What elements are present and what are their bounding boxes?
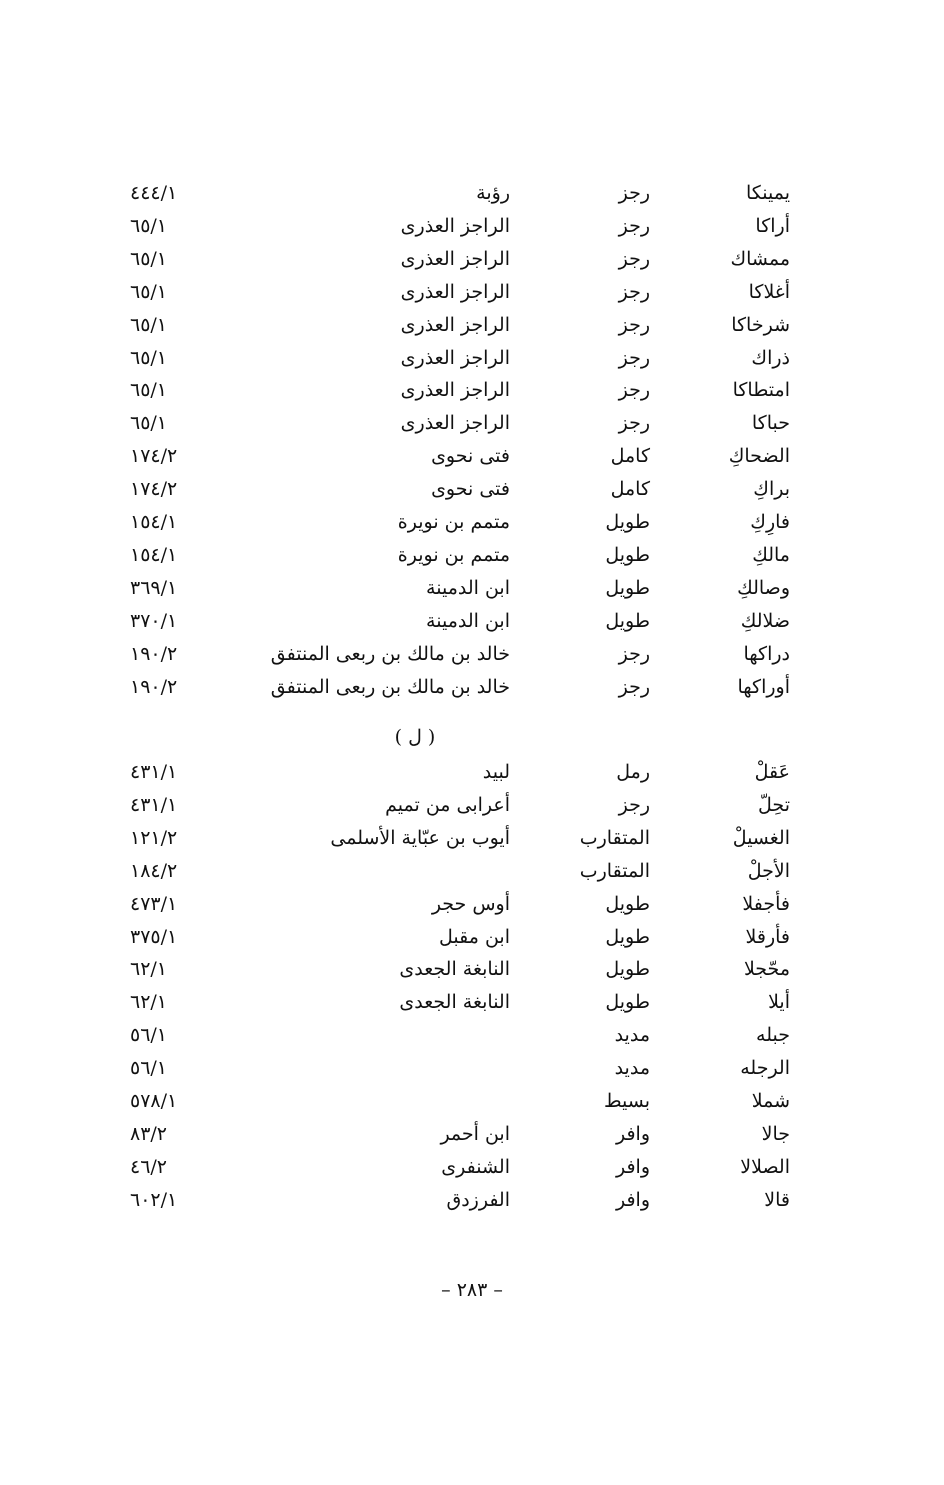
rhyme-word: جالا [761,1122,790,1145]
meter-name: طويل [605,991,650,1014]
poet-name: متمم بن نويرة [397,543,510,566]
meter-name: المتقارب [579,826,650,849]
table-row [130,1152,790,1182]
poet-name: الفرزدق [446,1188,510,1211]
rhyme-word: أراكا [755,214,790,237]
page-number: – ٢٨٣ – [441,1279,503,1301]
table-row [130,178,790,208]
meter-name: وافر [615,1122,650,1145]
table-row [130,1020,790,1050]
meter-name: رمل [616,761,650,783]
volume-page-ref: ٣٧٠/١ [130,609,178,632]
poet-name: أعرابى من تميم [385,793,510,816]
volume-page-ref: ١٥٤/١ [130,511,178,533]
table-row [130,922,790,952]
poet-name: النابغة الجعدى [399,991,510,1014]
table-row [130,507,790,537]
table-row [130,244,790,274]
rhyme-word: الضحاكِ [728,445,790,468]
rhyme-word: حباكا [751,412,790,435]
table-row [130,987,790,1017]
poet-name: ابن الدمينة [426,576,510,599]
volume-page-ref: ٦٥/١ [130,247,168,270]
meter-name: بسيط [603,1090,650,1112]
volume-page-ref: ٥٧٨/١ [130,1090,178,1112]
rhyme-word: فأجفلا [742,892,790,915]
table-row [130,573,790,603]
volume-page-ref: ١٢١/٢ [130,826,178,849]
meter-name: رجز [618,280,650,303]
meter-name: طويل [605,609,650,632]
table-row [130,672,790,702]
volume-page-ref: ١٨٤/٢ [130,859,178,882]
volume-page-ref: ٦٠٢/١ [130,1188,178,1211]
volume-page-ref: ٤٣١/١ [130,761,178,783]
table-row [130,757,790,787]
rhyme-word: قالا [764,1188,790,1211]
rhyme-word: أوراكها [737,675,790,698]
rhyme-word: شملا [751,1090,790,1112]
poet-name: ابن الدمينة [426,609,510,632]
rhyme-word: ذراك [751,346,790,369]
meter-name: رجز [618,675,650,698]
poet-name: متمم بن نويرة [397,511,510,533]
section-heading-lam: ( ل ) [394,726,436,748]
table-row [130,889,790,919]
volume-page-ref: ٦٥/١ [130,214,168,237]
volume-page-ref: ٦٥/١ [130,280,168,303]
rhyme-word: أيلا [768,991,790,1014]
table-row [130,639,790,669]
meter-name: رجز [618,793,650,816]
rhyme-word: ضلالكِ [740,609,790,632]
meter-name: رجز [618,247,650,270]
poet-name: الراجز العذرى [400,313,510,336]
poet-name: أوس حجر [431,892,510,915]
volume-page-ref: ١٧٤/٢ [130,445,178,468]
table-row [130,310,790,340]
poet-name: النابغة الجعدى [399,958,510,981]
rhyme-word: الغسيلْ [732,826,790,849]
table-row [130,1053,790,1083]
volume-page-ref: ٦٥/١ [130,412,168,435]
rhyme-word: تحِلّ [758,793,790,816]
rhyme-word: جبله [756,1024,790,1047]
poet-name: الشنفرى [441,1155,510,1178]
volume-page-ref: ٤٦/٢ [130,1155,168,1178]
volume-page-ref: ٨٣/٢ [130,1122,168,1145]
table-row [130,1119,790,1149]
rhyme-word: ممشاك [730,247,790,270]
meter-name: رجز [618,346,650,369]
poet-name: الراجز العذرى [400,247,510,270]
meter-name: رجز [618,379,650,402]
meter-name: رجز [618,412,650,435]
rhyme-word: محّجلا [743,958,790,981]
rhyme-word: مالكِ [752,543,790,566]
meter-name: رجز [618,214,650,237]
volume-page-ref: ٦٥/١ [130,379,168,402]
table-row [130,540,790,570]
meter-name: وافر [615,1188,650,1211]
rhyme-word: يمينكا [745,182,790,204]
volume-page-ref: ٦٢/١ [130,958,168,981]
poet-name: ابن أحمر [440,1122,510,1145]
poet-name: الراجز العذرى [400,412,510,435]
poet-name: الراجز العذرى [400,379,510,402]
meter-name: طويل [605,543,650,566]
meter-name: كامل [610,445,650,468]
meter-name: طويل [605,892,650,915]
volume-page-ref: ١٩٠/٢ [130,642,178,665]
table-row [130,474,790,504]
table-row [130,856,790,886]
meter-name: مديد [614,1024,650,1047]
poet-name: لبيد [482,761,510,783]
meter-name: كامل [610,478,650,501]
rhyme-word: امتطاكا [732,379,790,402]
meter-name: طويل [605,925,650,948]
rhyme-word: براكِ [753,478,790,501]
meter-name: طويل [605,958,650,981]
table-row [130,954,790,984]
meter-name: وافر [615,1155,650,1178]
meter-name: رجز [618,182,650,204]
volume-page-ref: ١٥٤/١ [130,543,178,566]
meter-name: رجز [618,313,650,336]
poet-name: ابن مقبل [439,925,510,948]
volume-page-ref: ٦٥/١ [130,313,168,336]
poet-name: فتى نحوى [431,445,510,468]
table-row [130,277,790,307]
table-row [130,823,790,853]
meter-name: مديد [614,1057,650,1080]
rhyme-word: الأجلْ [747,859,790,882]
volume-page-ref: ٦٥/١ [130,346,168,369]
rhyme-word: الرجله [740,1057,790,1080]
table-row [130,1185,790,1215]
poet-name: خالد بن مالك بن ربعى المنتفق [270,642,510,665]
poet-name: الراجز العذرى [400,346,510,369]
volume-page-ref: ٤٤٤/١ [130,182,178,204]
rhyme-word: فارِكِ [750,511,790,533]
poet-name: الراجز العذرى [400,214,510,237]
meter-name: المتقارب [579,859,650,882]
poet-name: الراجز العذرى [400,280,510,303]
volume-page-ref: ١٧٤/٢ [130,478,178,501]
meter-name: طويل [605,576,650,599]
table-row [130,1086,790,1116]
table-row [130,606,790,636]
rhyme-word: الصلالا [740,1155,790,1178]
volume-page-ref: ٣٧٥/١ [130,925,178,948]
rhyme-word: عَقلْ [754,761,790,783]
meter-name: رجز [618,642,650,665]
volume-page-ref: ١٩٠/٢ [130,675,178,698]
poet-name: خالد بن مالك بن ربعى المنتفق [270,675,510,698]
rhyme-word: أغلاكا [748,280,790,303]
poet-name: رؤبة [476,182,510,204]
table-row [130,790,790,820]
poet-name: أيوب بن عبّاية الأسلمى [330,826,510,849]
volume-page-ref: ٤٧٣/١ [130,892,178,915]
volume-page-ref: ٥٦/١ [130,1057,168,1080]
rhyme-word: دراكها [743,642,790,665]
volume-page-ref: ٤٣١/١ [130,793,178,816]
table-row [130,343,790,373]
volume-page-ref: ٥٦/١ [130,1024,168,1047]
meter-name: طويل [605,511,650,533]
volume-page-ref: ٦٢/١ [130,991,168,1014]
rhyme-word: شرخاكا [731,313,790,336]
table-row [130,211,790,241]
rhyme-word: فأرقلا [745,925,790,948]
poet-name: فتى نحوى [431,478,510,501]
table-row [130,408,790,438]
volume-page-ref: ٣٦٩/١ [130,576,178,599]
rhyme-word: وصالكِ [737,576,790,599]
table-row [130,441,790,471]
table-row [130,375,790,405]
